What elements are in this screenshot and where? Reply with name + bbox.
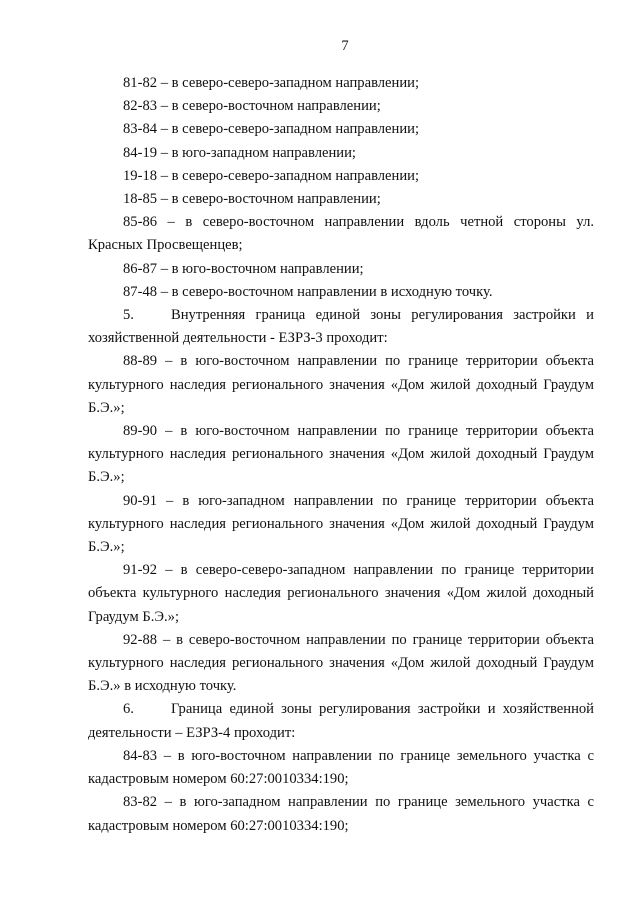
boundary-line-90-91: 90-91 – в юго-западном направлении по границе территории объекта культурного наследия регионального значения «Дом жилой доходный Граудум Б.Э.»; [88, 492, 594, 556]
section-6-heading [88, 698, 594, 744]
boundary-line-82-83: 82-83 – в северо-восточном направлении; [123, 98, 381, 115]
boundary-line-19-18: 19-18 – в северо-северо-западном направлении; [123, 167, 420, 184]
page-number: 7 [341, 38, 349, 54]
document-body [88, 72, 594, 838]
section-6-text: Граница единой зоны регулирования застройки и хозяйственной деятельности – ЕЗРЗ-4 проходит: [88, 701, 594, 741]
boundary-line-87-48: 87-48 – в северо-восточном направлении в исходную точку. [123, 283, 493, 300]
section-6-number: 6. [123, 701, 134, 718]
boundary-line-86-87: 86-87 – в юго-восточном направлении; [123, 260, 364, 277]
section-5-text: Внутренняя граница единой зоны регулирования застройки и хозяйственной деятельности - ЕЗРЗ-3 проходит: [88, 307, 594, 347]
boundary-line-81-82: 81-82 – в северо-северо-западном направлении; [123, 75, 420, 91]
boundary-line-83-82: 83-82 – в юго-западном направлении по границе земельного участка с кадастровым номером 60:27:0010334:190; [88, 794, 594, 834]
boundary-line-18-85: 18-85 – в северо-восточном направлении; [123, 191, 381, 208]
boundary-line-89-90: 89-90 – в юго-восточном направлении по границе территории объекта культурного наследия регионального значения «Дом жилой доходный Граудум Б.Э.»; [88, 423, 594, 486]
boundary-line-91-92: 91-92 – в северо-северо-западном направлении по границе территории объекта культурного наследия регионального значения «Дом жилой доходный Граудум Б.Э.»; [88, 562, 594, 625]
boundary-line-88-89: 88-89 – в юго-восточном направлении по границе территории объекта культурного наследия регионального значения «Дом жилой доходный Граудум Б.Э.»; [88, 353, 594, 416]
boundary-line-85-86: 85-86 – в северо-восточном направлении вдоль четной стороны ул. Красных Просвещенцев; [88, 214, 594, 254]
boundary-line-92-88: 92-88 – в северо-восточном направлении по границе территории объекта культурного наследия регионального значения «Дом жилой доходный Граудум Б.Э.» в исходную точку. [88, 631, 594, 695]
section-5-number: 5. [123, 307, 134, 324]
boundary-line-83-84: 83-84 – в северо-северо-западном направлении; [123, 121, 420, 138]
boundary-line-84-19: 84-19 – в юго-западном направлении; [123, 144, 356, 161]
section-5-heading [88, 304, 594, 350]
boundary-line-84-83: 84-83 – в юго-восточном направлении по границе земельного участка с кадастровым номером 60:27:0010334:190; [88, 747, 594, 788]
